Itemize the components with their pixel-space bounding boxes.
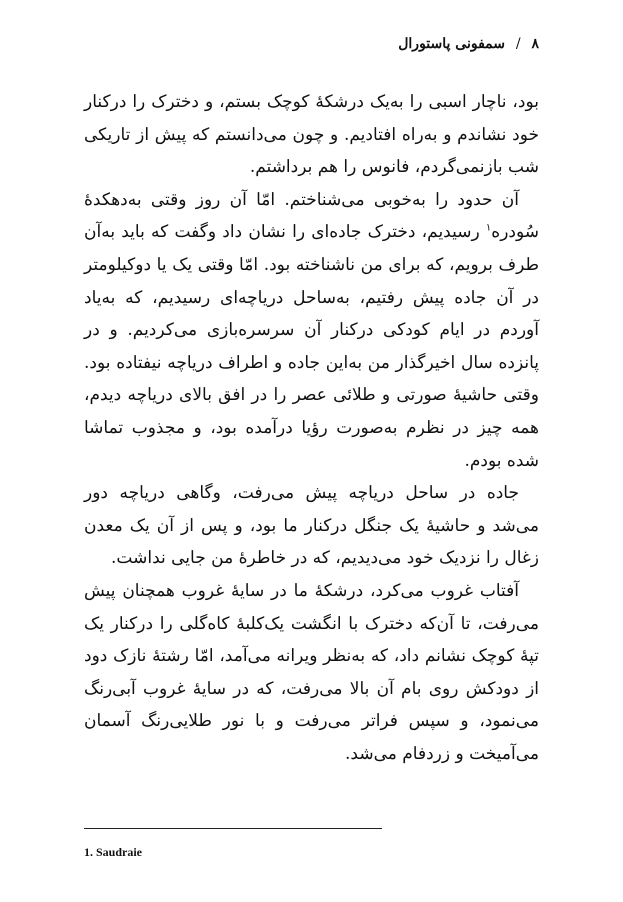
paragraph-2-part-1: آن حدود را به‌خوبی می‌شناختم. امّا آن روز وقتی به‌دهکدهٔ سُودره — [84, 189, 539, 243]
paragraph-2-part-2: رسیدیم، دخترک جاده‌ای را نشان داد وگفت که باید به‌آن طرف برویم، که برای من ناشناخته بود. امّا وقتی یک یا دوکیلومتر در آن جاده پیش رفتیم، به‌ساحل دریاچه‌ای رسیدیم، که به‌یاد آوردم در ایام کودکی درکنار آن سرسره‌بازی می‌کردیم. و در پانزده سال اخیرگذار من به‌این جاده و اطراف دریاچه نیفتاده بود. وقتی حاشیهٔ صورتی و طلائی عصر را در افق بالای دریاچه دیدم، همه چیز در نظرم به‌صورت رؤیا درآمده بود، و مجذوب تماشا شده بودم. — [84, 222, 539, 471]
paragraph-2 — [84, 184, 539, 477]
footnote-number: 1. — [84, 845, 93, 859]
header-separator: / — [515, 36, 521, 52]
paragraph-4: آفتاب غروب می‌کرد، درشکهٔ ما در سایهٔ غروب همچنان پیش می‌رفت، تا آن‌که دخترک با انگشت یک‌کلبهٔ کاه‌گلی را درکنار یک تپهٔ کوچک نشانم داد، که به‌نظر ویرانه می‌آمد، امّا رشتهٔ نازک دود از دودکش روی بام آن بالا می‌رفت، که در سایهٔ غروب آبی‌رنگ می‌نمود، و سپس فراتر می‌رفت و با نور طلایی‌رنگ آسمان می‌آمیخت و زردفام می‌شد. — [84, 580, 539, 764]
body-text — [84, 86, 539, 770]
footnote-text: Saudraie — [96, 845, 143, 859]
footnote-divider — [84, 828, 382, 829]
page-number: ۸ — [531, 36, 539, 52]
paragraph-3: جاده در ساحل دریاچه پیش می‌رفت، وگاهی دریاچه دور می‌شد و حاشیهٔ یک جنگل درکنار ما بود، و پس از آن یک معدن زغال را نزدیک خود می‌دیدیم، که در خاطرهٔ من جایی نداشت. — [84, 483, 539, 569]
footnote-reference: ۱ — [485, 222, 492, 234]
paragraph-1: بود، ناچار اسبی را به‌یک درشکهٔ کوچک بستم، و دخترک را درکنار خود نشاندم و به‌راه افتادیم. و چون می‌دانستم که پیش از تاریکی شب بازنمی‌گردم، فانوس را هم برداشتم. — [84, 92, 539, 178]
book-title: سمفونی پاستورال — [398, 36, 505, 52]
running-head — [84, 36, 539, 52]
footnote — [84, 845, 384, 860]
